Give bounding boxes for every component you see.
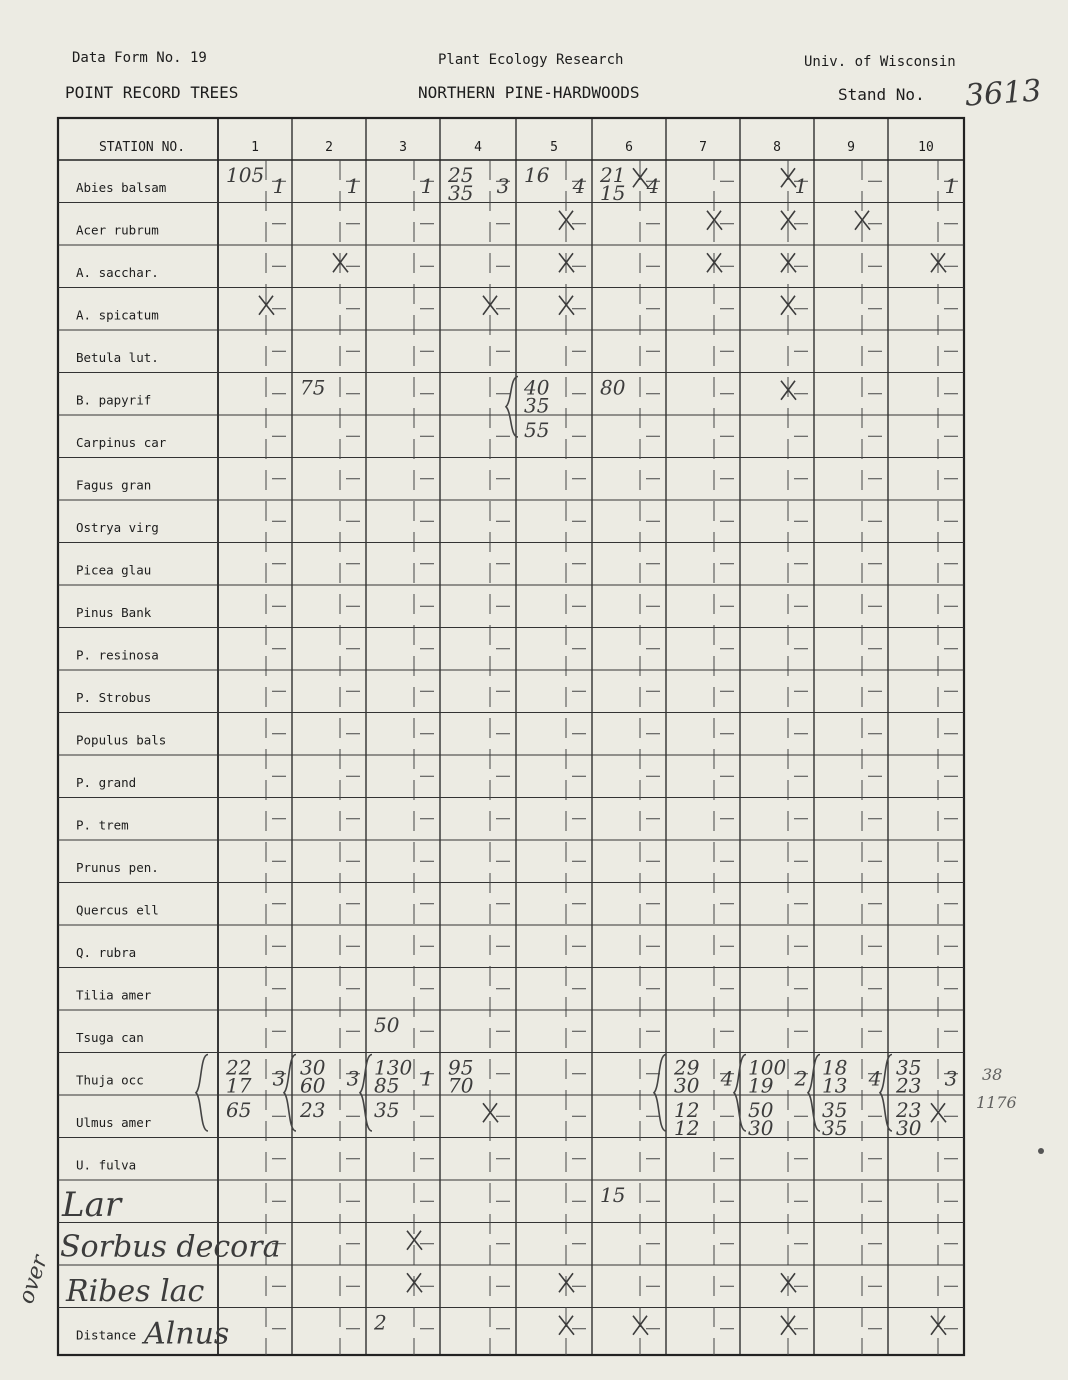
station-number: 5 bbox=[550, 140, 558, 155]
species-label: P. grand bbox=[76, 775, 137, 790]
handwritten-species-name: Alnus bbox=[144, 1316, 230, 1352]
handwritten-entry: 23 bbox=[300, 1098, 326, 1122]
handwritten-entry: 4 bbox=[572, 174, 586, 198]
handwritten-entry: 1 bbox=[272, 174, 286, 198]
handwritten-entry: 95 bbox=[448, 1055, 474, 1080]
handwritten-entry: 100 bbox=[748, 1055, 787, 1080]
handwritten-entry: 30 bbox=[896, 1116, 922, 1140]
handwritten-entry: 4 bbox=[646, 174, 660, 198]
handwritten-entry: 35 bbox=[374, 1098, 400, 1122]
species-label: Tilia amer bbox=[76, 987, 152, 1003]
station-number: 4 bbox=[474, 140, 482, 155]
handwritten-entry: 35 bbox=[524, 393, 550, 418]
stand-number: 3613 bbox=[963, 73, 1043, 114]
handwritten-entry: 4 bbox=[720, 1066, 734, 1091]
bracket-mark bbox=[654, 1055, 666, 1132]
handwritten-entry: 80 bbox=[600, 375, 626, 400]
handwritten-entry: 1 bbox=[944, 174, 958, 198]
handwritten-entry: 3 bbox=[272, 1066, 286, 1091]
handwritten-entry: 35 bbox=[448, 181, 474, 205]
species-label: Abies balsam bbox=[76, 180, 167, 195]
handwritten-entry: 1 bbox=[420, 174, 434, 198]
form-number: Data Form No. 19 bbox=[72, 50, 207, 66]
station-number: 10 bbox=[918, 140, 934, 155]
species-label: Ostrya virg bbox=[76, 520, 159, 535]
species-label: Q. rubra bbox=[76, 945, 137, 960]
handwritten-entry: 2 bbox=[794, 1066, 808, 1091]
handwritten-entry: 29 bbox=[674, 1055, 700, 1080]
handwritten-entry: 4 bbox=[868, 1066, 882, 1091]
lab-name: Plant Ecology Research bbox=[438, 52, 624, 68]
handwritten-entry: 85 bbox=[374, 1073, 400, 1098]
handwritten-entry: 60 bbox=[300, 1073, 326, 1098]
tally-marks bbox=[259, 168, 946, 1335]
station-number: 7 bbox=[699, 140, 707, 155]
handwritten-entry: 15 bbox=[600, 1183, 626, 1207]
station-number: 1 bbox=[251, 140, 259, 155]
species-label: Picea glau bbox=[76, 562, 152, 578]
station-number: 3 bbox=[399, 140, 407, 155]
bracket-mark bbox=[284, 1055, 296, 1132]
species-label: P. trem bbox=[76, 817, 129, 833]
species-label: A. sacchar. bbox=[76, 265, 159, 280]
margin-note: over bbox=[13, 1252, 53, 1307]
handwritten-entry: 35 bbox=[822, 1116, 848, 1140]
handwritten-entry: 55 bbox=[524, 418, 550, 442]
handwritten-entries bbox=[14, 163, 1017, 1352]
handwritten-entry: 75 bbox=[300, 375, 326, 400]
handwritten-entry: 12 bbox=[674, 1116, 700, 1140]
species-label: A. spicatum bbox=[76, 307, 159, 323]
species-label: Populus bals bbox=[76, 732, 167, 748]
species-label: Ulmus amer bbox=[76, 1115, 152, 1130]
species-label: U. fulva bbox=[76, 1157, 137, 1173]
handwritten-entry: 30 bbox=[674, 1073, 700, 1098]
form-title: POINT RECORD TREES bbox=[65, 83, 239, 102]
handwritten-species-name: Ribes lac bbox=[66, 1274, 205, 1309]
forest-type-title: NORTHERN PINE-HARDWOODS bbox=[418, 83, 640, 102]
margin-number: 38 bbox=[982, 1065, 1003, 1084]
handwritten-entry: 1 bbox=[346, 174, 360, 198]
handwritten-entry: 16 bbox=[524, 163, 550, 187]
species-label: Pinus Bank bbox=[76, 605, 152, 620]
handwritten-entry: 35 bbox=[822, 1098, 848, 1122]
handwritten-entry: 23 bbox=[896, 1098, 922, 1122]
handwritten-entry: 13 bbox=[822, 1073, 848, 1098]
species-label: Quercus ell bbox=[76, 902, 159, 918]
bracket-mark bbox=[196, 1055, 208, 1132]
handwritten-entry: 23 bbox=[896, 1073, 922, 1098]
handwritten-entry: 22 bbox=[226, 1055, 252, 1080]
university-name: Univ. of Wisconsin bbox=[804, 54, 956, 70]
species-label: Prunus pen. bbox=[76, 860, 159, 875]
handwritten-entry: 18 bbox=[822, 1055, 848, 1080]
species-label: Carpinus car bbox=[76, 435, 167, 450]
station-number: 9 bbox=[847, 140, 855, 155]
handwritten-entry: 15 bbox=[600, 181, 626, 205]
species-label: Tsuga can bbox=[76, 1030, 144, 1045]
species-label: Betula lut. bbox=[76, 350, 159, 365]
species-label: Distance bbox=[76, 1327, 137, 1343]
margin-number: 1176 bbox=[976, 1093, 1017, 1112]
handwritten-entry: 17 bbox=[226, 1073, 252, 1098]
table-labels bbox=[76, 140, 934, 1343]
handwritten-entry: 70 bbox=[448, 1073, 474, 1098]
species-label: Acer rubrum bbox=[76, 222, 159, 238]
handwritten-entry: 65 bbox=[226, 1098, 252, 1122]
handwritten-entry: 3 bbox=[944, 1066, 958, 1091]
handwritten-entry: 105 bbox=[226, 163, 265, 187]
station-number: 2 bbox=[325, 140, 333, 155]
handwritten-entry: 50 bbox=[748, 1098, 774, 1122]
handwritten-species-name: Lar bbox=[62, 1185, 122, 1225]
table-grid bbox=[58, 118, 964, 1355]
handwritten-entry: 25 bbox=[448, 163, 474, 187]
ink-speck bbox=[1038, 1148, 1044, 1154]
handwritten-entry: 130 bbox=[374, 1055, 413, 1080]
handwritten-entry: 30 bbox=[300, 1055, 326, 1080]
handwritten-entry: 50 bbox=[374, 1013, 400, 1037]
handwritten-entry: 21 bbox=[600, 163, 626, 187]
handwritten-entry: 1 bbox=[420, 1066, 434, 1091]
table-frame bbox=[58, 118, 964, 1355]
station-number: 6 bbox=[625, 140, 633, 155]
handwritten-entry: 30 bbox=[748, 1116, 774, 1140]
species-label: P. Strobus bbox=[76, 690, 152, 705]
handwritten-entry: 12 bbox=[674, 1098, 700, 1122]
handwritten-entry: 19 bbox=[748, 1073, 774, 1098]
species-label: Fagus gran bbox=[76, 477, 152, 493]
species-label: Thuja occ bbox=[76, 1072, 144, 1088]
species-label: B. papyrif bbox=[76, 392, 152, 408]
bracket-mark bbox=[880, 1055, 892, 1132]
handwritten-entry: 3 bbox=[496, 174, 510, 198]
species-label: P. resinosa bbox=[76, 647, 159, 663]
station-number: 8 bbox=[773, 140, 781, 155]
handwritten-species-name: Sorbus decora bbox=[60, 1229, 281, 1265]
handwritten-entry: 1 bbox=[794, 174, 808, 198]
handwritten-entry: 3 bbox=[346, 1066, 360, 1091]
handwritten-entry: 2 bbox=[374, 1310, 387, 1335]
stand-label: Stand No. bbox=[838, 85, 925, 104]
station-header-label: STATION NO. bbox=[98, 140, 186, 155]
handwritten-entry: 35 bbox=[896, 1055, 922, 1080]
handwritten-entry: 40 bbox=[524, 375, 550, 400]
